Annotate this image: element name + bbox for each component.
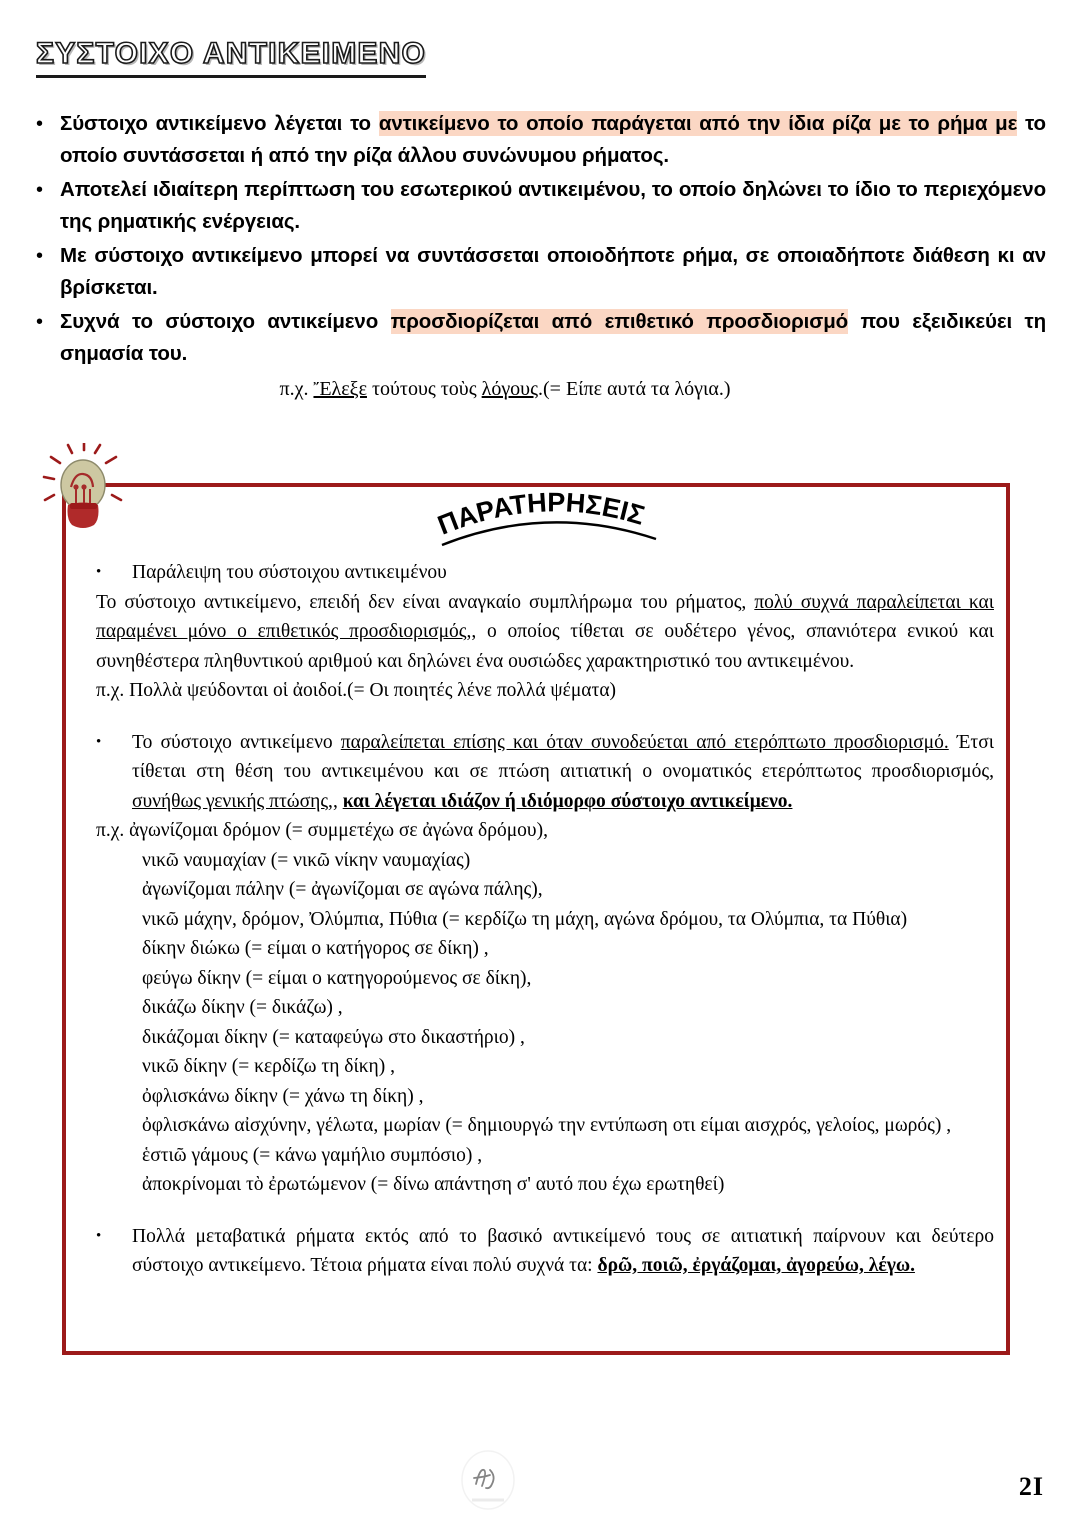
bullet-marker: • (96, 733, 102, 750)
list-item (36, 306, 1046, 370)
bullet-marker: • (96, 1227, 102, 1244)
bullet-text-pre: Συχνά το σύστοιχο αντικείμενο (60, 310, 391, 333)
list-item: ἑστιῶ γάμους (= κάνω γαμήλιο συμπόσιο) , (142, 1144, 483, 1166)
paragraph-part-a: Το σύστοιχο αντικείμενο, επειδή δεν είναι αναγκαίο συμπλήρωμα του ρήματος, (96, 591, 755, 613)
observation-bullet (96, 728, 994, 817)
part-2-underlined: παραλείπεται επίσης και όταν συνοδεύεται από ετερόπτωτο προσδιορισμό. (340, 731, 949, 753)
list-item (36, 240, 1046, 304)
paragraph-underlined: πολύ συχνά παραλείπεται και παραμένει μόνο ο επιθετικός προσδιορισμός, (96, 591, 994, 642)
bullet-text (60, 108, 1046, 172)
list-item: ὀφλισκάνω δίκην (= χάνω τη δίκη) , (142, 1085, 424, 1107)
part-5: , (332, 790, 343, 812)
list-item: δικάζω δίκην (= δικάζω) , (142, 997, 343, 1018)
paragraph-part-b: , ο οποίος τίθεται σε ουδέτερο γένος, σπανιότερα ενικού και συνηθέστερα πληθυντικού αριθμού και δηλώνει ένα ουσιώδες χαρακτηριστικό του αντικειμένου. (96, 621, 995, 672)
spacer (96, 1200, 994, 1222)
example-middle: τούτους τοὺς (366, 378, 482, 400)
list-item: π.χ. ἀγωνίζομαι δρόμον (= συμμετέχω σε ἀγώνα δρόμου), (96, 820, 548, 841)
example-prefix: π.χ. (279, 378, 314, 400)
part-1: Το σύστοιχο αντικείμενο (132, 731, 341, 753)
observation-bullet-text (132, 1222, 994, 1281)
bullet-text: Αποτελεί ιδιαίτερη περίπτωση του εσωτερικού αντικειμένου, το οποίο δηλώνει το ίδιο το περιεχόμενο της ρηματικής ενέργειας. (60, 178, 1046, 233)
part-3: Έτσι τίθεται στη θέση του αντικειμένου και σε πτώση αιτιατική ο ονοματικός ετερόπτωτος προσδιορισμός, (132, 731, 994, 782)
bullet-marker: • (36, 179, 44, 201)
part-6-bold-underlined: και λέγεται ιδιάζον ή ιδιόμορφο σύστοιχο αντικείμενο. (342, 790, 793, 812)
spacer (96, 706, 994, 728)
bullet-text-post: το οποίο συντάσσεται ή από την ρίζα άλλου συνώνυμου ρήματος. (60, 112, 1046, 167)
svg-text:ΠΑΡΑΤΗΡΗΣΕΙΣ (434, 487, 648, 540)
list-item: ἀποκρίνομαι τὸ ἐρωτώμενον (= δίνω απάντηση σ' αυτό που έχω ερωτηθεί) (142, 1174, 725, 1195)
bullet-text-post: που εξειδικεύει τη σημασία του. (60, 310, 1047, 365)
list-item: δίκην διώκω (= είμαι ο κατήγορος σε δίκη) , (142, 938, 489, 959)
observation-bullet (96, 558, 994, 588)
part-2-bold-underlined: δρῶ, ποιῶ, ἐργάζομαι, ἀγορεύω, λέγω. (597, 1255, 915, 1276)
bullet-marker: • (96, 564, 102, 580)
bullet-marker: • (36, 113, 44, 135)
example-suffix: .(= Είπε αυτά τα λόγια.) (538, 378, 731, 400)
example-underlined-verb: Ἔλεξε (313, 378, 367, 400)
highlighted-text: αντικείμενο το οποίο παράγεται από την ίδια ρίζα με το ρήμα με (378, 112, 1018, 135)
list-item: δικάζομαι δίκην (= καταφεύγω στο δικαστήριο) , (142, 1026, 525, 1048)
bullet-text-pre: Σύστοιχο αντικείμενο λέγεται το (60, 112, 379, 135)
page-number: 2I (1018, 1472, 1044, 1501)
bullet-marker: • (36, 311, 44, 333)
highlighted-text: προσδιορίζεται από επιθετικό προσδιορισμό (390, 310, 849, 333)
list-item: νικῶ δίκην (= κερδίζω τη δίκη) , (142, 1056, 395, 1077)
part-4-underlined: συνήθως γενικής πτώσης, (132, 790, 333, 812)
lightbulb-icon (38, 443, 134, 553)
bullet-text (60, 306, 1046, 370)
bullet-marker: • (36, 245, 44, 267)
part-1: Πολλά μεταβατικά ρήματα εκτός από το βασικό αντικείμενό τους σε αιτιατική παίρνουν και δεύτερο σύστοιχο αντικείμενο. Τέτοια ρήματα είναι πολύ συχνά τα: (132, 1225, 994, 1276)
page-title: ΣΥΣΤΟΙΧΟ ΑΝΤΙΚΕΙΜΕΝΟ (36, 38, 426, 78)
observations-body (96, 558, 994, 1281)
observation-bullet (96, 1222, 994, 1281)
list-item: νικῶ ναυμαχίαν (= νικῶ νίκην ναυμαχίας) (142, 849, 471, 871)
bullet-text: Με σύστοιχο αντικείμενο μπορεί να συντάσσεται οποιοδήποτε ρήμα, σε οποιαδήποτε διάθεση κι αν βρίσκεται. (60, 244, 1046, 299)
list-item (36, 108, 1046, 172)
list-item: νικῶ μάχην, δρόμον, Ὀλύμπια, Πύθια (= κερδίζω τη μάχη, αγώνα δρόμου, τα Ολύμπια, τα Πύθια) (142, 908, 908, 930)
observation-bullet-title: Παράλειψη του σύστοιχου αντικειμένου (132, 562, 447, 583)
top-bullet-list (36, 108, 1046, 372)
example-line-group (96, 816, 994, 1200)
observation-paragraph (96, 588, 994, 677)
list-item: ἀγωνίζομαι πάλην (= ἀγωνίζομαι σε αγώνα πάλης), (142, 879, 543, 900)
observations-heading (430, 487, 666, 549)
list-item: ὀφλισκάνω αἰσχύνην, γέλωτα, μωρίαν (= δημιουργώ την εντύπωση οτι είμαι αισχρός, γελοίος, μωρός) , (142, 1115, 952, 1136)
observation-bullet-text (132, 728, 994, 817)
observation-example: π.χ. Πολλὰ ψεύδονται οἱ ἀοιδοί.(= Οι ποιητές λένε πολλά ψέματα) (96, 680, 617, 701)
list-item: φεύγω δίκην (= είμαι ο κατηγορούμενος σε δίκη), (142, 967, 532, 989)
observations-heading-text: ΠΑΡΑΤΗΡΗΣΕΙΣ (433, 487, 648, 541)
example-underlined-object: λόγους (481, 378, 538, 400)
top-example-line (0, 375, 1010, 403)
footer-watermark-signature (452, 1450, 524, 1514)
list-item (36, 174, 1046, 238)
